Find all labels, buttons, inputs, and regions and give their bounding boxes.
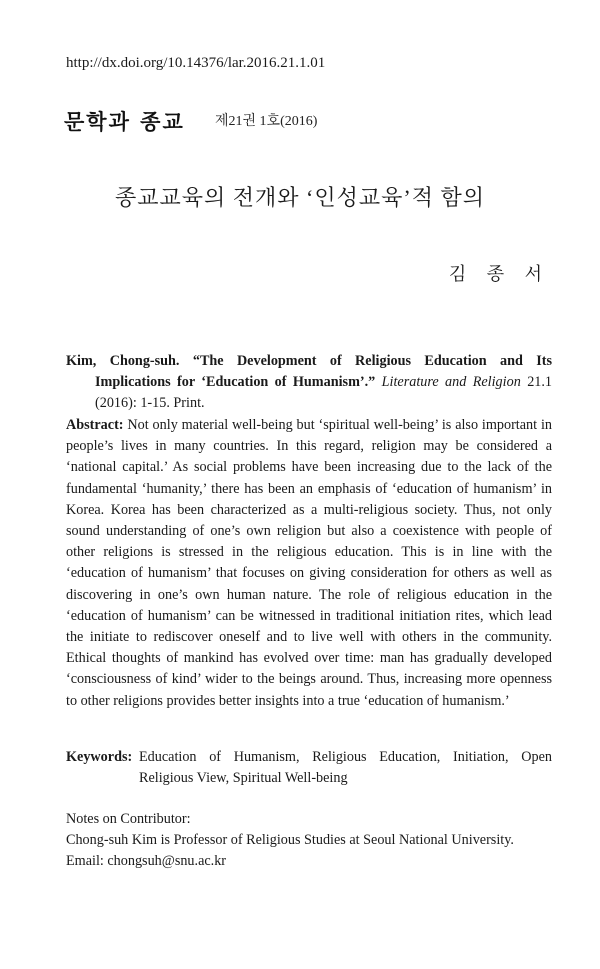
keywords [66, 747, 552, 789]
contributor-bio: Chong-suh Kim is Professor of Religious Studies at Seoul National University. [66, 832, 514, 849]
notes-heading: Notes on Contributor: [66, 811, 191, 827]
article-author: 김 종 서 [448, 264, 550, 284]
abstract-text: Not only material well-being but ‘spiritual well-being’ is also important in people’s lives in many countries. In this regard, religion may be considered a ‘national capital.’ As social problems have been increasing due to the lack of the fundamental ‘humanity,’ there has been an emphasis of ‘education of humanism’ in Korea. Korea has been characterized as a multi-religious society. Thus, not only sound understanding of one’s own religion but also a coexistence with people of other religions is stressed in the religious education. This is in line with the ‘education of humanism’ that focuses on giving consideration for others as well as discovering in one’s own human nature. The role of religious education in the ‘education of humanism’ can be witnessed in traditional initiation rites, which lead the initiate to rediscover oneself and to live well with others in the community. Ethical thoughts of mankind has evolved over time: man has gradually developed ‘consciousness of kind’ wider to the beings around. Thus, increasing more openness to other religions provides better insights into a true ‘education of humanism.’ [66, 417, 552, 709]
keywords-label: Keywords: [66, 749, 133, 765]
article-title: 종교교육의 전개와 ‘인성교육’적 함의 [115, 185, 485, 210]
abstract [66, 415, 552, 712]
keywords-text: Education of Humanism, Religious Education, Initiation, Open Religious View, Spiritual Well-being [139, 749, 552, 787]
contributor-notes [66, 809, 552, 873]
citation [66, 351, 552, 415]
citation-author: Kim, Chong-suh. [66, 353, 180, 369]
citation-journal: Literature and Religion [381, 374, 521, 391]
citation-details: 21.1 (2016): 1-15. Print. [95, 374, 553, 412]
citation-title: “The Development of Religious Education and Its Implications for ‘Education of Humanism’.” [95, 353, 552, 391]
abstract-label: Abstract: [66, 417, 124, 433]
contributor-email[interactable]: Email: chongsuh@snu.ac.kr [66, 853, 227, 870]
issue-info: 제21권 1호(2016) [215, 114, 318, 129]
doi-link[interactable]: http://dx.doi.org/10.14376/lar.2016.21.1.01 [66, 55, 326, 71]
journal-logo: 문학과 종교 [64, 110, 185, 134]
